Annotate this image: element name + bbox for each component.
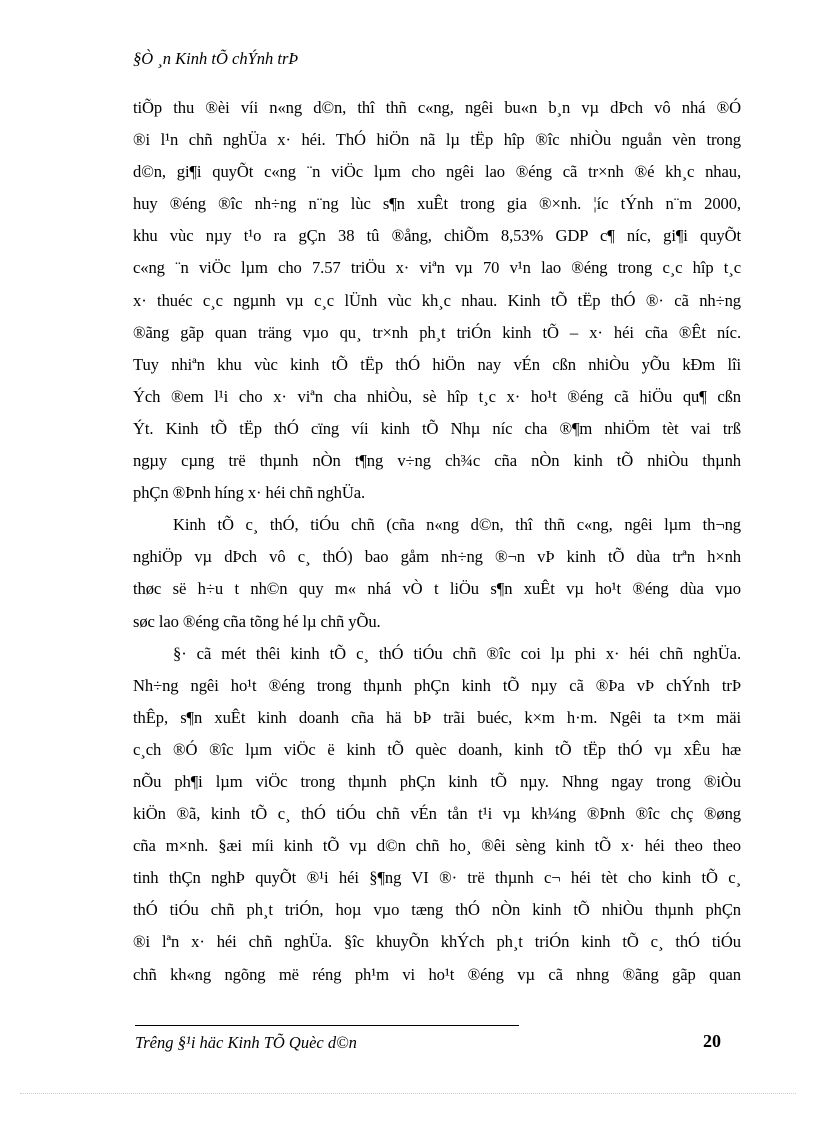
text-line: ®ãng gãp quan träng vµo qu¸ tr×nh ph¸t triÓn kinh tÕ – x· héi cña ®Êt níc.: [133, 322, 741, 342]
text-line: huy ®éng ®îc nh÷ng n¨ng lùc s¶n xuÊt trong gia ®×nh. ¦íc tÝnh n¨m 2000,: [133, 194, 741, 214]
text-line: kiÖn ®ã, kinh tÕ c¸ thÓ tiÓu chñ vÉn tån t¹i vµ kh¼ng ®Þnh ®îc chç ®øng: [133, 804, 741, 824]
text-line: Tuy nhiªn khu vùc kinh tÕ tËp thÓ hiÖn nay vÉn cßn nhiÒu yÕu kÐm lîi: [133, 354, 741, 374]
text-line: Kinh tÕ c¸ thÓ, tiÓu chñ (cña n«ng d©n, thî thñ c«ng, ngêi lµm th¬ng: [173, 515, 741, 535]
text-line: khu vùc nµy t¹o ra gÇn 38 tû ®ång, chiÕm 8,53% GDP c¶ níc, gi¶i quyÕt: [133, 226, 741, 246]
text-line: ®i l¹n chñ nghÜa x· héi. ThÓ hiÖn nã lµ tËp hîp ®îc nhiÒu nguån vèn trong: [133, 130, 741, 150]
text-line: ngµy cµng trë thµnh nÒn t¶ng v÷ng ch¾c cña nÒn kinh tÕ nhiÒu thµnh: [133, 451, 741, 471]
text-line: d©n, gi¶i quyÕt c«ng ¨n viÖc lµm cho ngêi lao ®éng cã tr×nh ®é kh¸c nhau,: [133, 162, 741, 182]
text-line: thøc së h÷u t nh©n quy m« nhá vÒ t liÖu s¶n xuÊt vµ ho¹t ®éng dùa vµo: [133, 579, 741, 599]
footer-rule: [135, 1025, 519, 1026]
text-line: nÕu ph¶i lµm viÖc trong thµnh phÇn kinh tÕ nµy. Nhng ngay trong ®iÒu: [133, 771, 741, 791]
text-line: x· thuéc c¸c ngµnh vµ c¸c lÜnh vùc kh¸c nhau. Kinh tÕ tËp thÓ ®· cã nh÷ng: [133, 290, 741, 310]
text-line: §· cã mét thêi kinh tÕ c¸ thÓ tiÓu chñ ®îc coi lµ phi x· héi chñ nghÜa.: [173, 643, 741, 663]
body-text: [133, 92, 741, 991]
text-line: Nh÷ng ngêi ho¹t ®éng trong thµnh phÇn kinh tÕ nµy cã ®Þa vÞ chÝnh trÞ: [133, 675, 741, 695]
text-line: ®i lªn x· héi chñ nghÜa. §îc khuyÕn khÝch ph¸t triÓn kinh tÕ c¸ thÓ tiÓu: [133, 932, 741, 952]
page-bottom-border: [20, 1093, 796, 1094]
text-line: søc lao ®éng cña tõng hé lµ chñ yÕu.: [133, 611, 381, 631]
text-line: c«ng ¨n viÖc lµm cho 7.57 triÖu x· viªn vµ 70 v¹n lao ®éng trong c¸c hîp t¸c: [133, 258, 741, 278]
running-header: §Ò ¸n Kinh tÕ chÝnh trÞ: [133, 49, 299, 68]
running-footer: Trêng §¹i häc Kinh TÕ Quèc d©n: [135, 1033, 357, 1052]
text-line: phÇn ®Þnh híng x· héi chñ nghÜa.: [133, 483, 366, 503]
text-line: nghiÖp vµ dÞch vô c¸ thÓ) bao gåm nh÷ng ®¬n vÞ kinh tÕ dùa trªn h×nh: [133, 547, 741, 567]
text-line: Ých ®em l¹i cho x· viªn cha nhiÒu, sè hîp t¸c x· ho¹t ®éng cã hiÖu qu¶ cßn: [133, 386, 741, 406]
text-line: c¸ch ®Ó ®îc lµm viÖc ë kinh tÕ quèc doanh, kinh tÕ tËp thÓ vµ xÊu hæ: [133, 739, 741, 759]
text-line: thÓ tiÓu chñ ph¸t triÓn, hoµ vµo tæng thÓ nÒn kinh tÕ nhiÒu thµnh phÇn: [133, 900, 741, 920]
text-line: Ýt. Kinh tÕ tËp thÓ cïng víi kinh tÕ Nhµ níc cha ®¶m nhiÖm tèt vai trß: [133, 418, 741, 438]
text-line: thÊp, s¶n xuÊt kinh doanh cña hä bÞ trãi buéc, k×m h·m. Ngêi ta t×m mäi: [133, 707, 741, 727]
text-line: cña m×nh. §æi míi kinh tÕ vµ d©n chñ ho¸ ®êi sèng kinh tÕ x· héi theo theo: [133, 836, 741, 856]
text-line: tinh thÇn nghÞ quyÕt ®¹i héi §¶ng VI ®· trë thµnh c¬ héi tèt cho kinh tÕ c¸: [133, 868, 741, 888]
text-line: tiÕp thu ®èi víi n«ng d©n, thî thñ c«ng, ngêi bu«n b¸n vµ dÞch vô nhá ®Ó: [133, 98, 741, 117]
text-line: chñ kh«ng ngõng më réng ph¹m vi ho¹t ®éng vµ cã nhng ®ãng gãp quan: [133, 964, 741, 984]
page-number: 20: [703, 1031, 721, 1051]
